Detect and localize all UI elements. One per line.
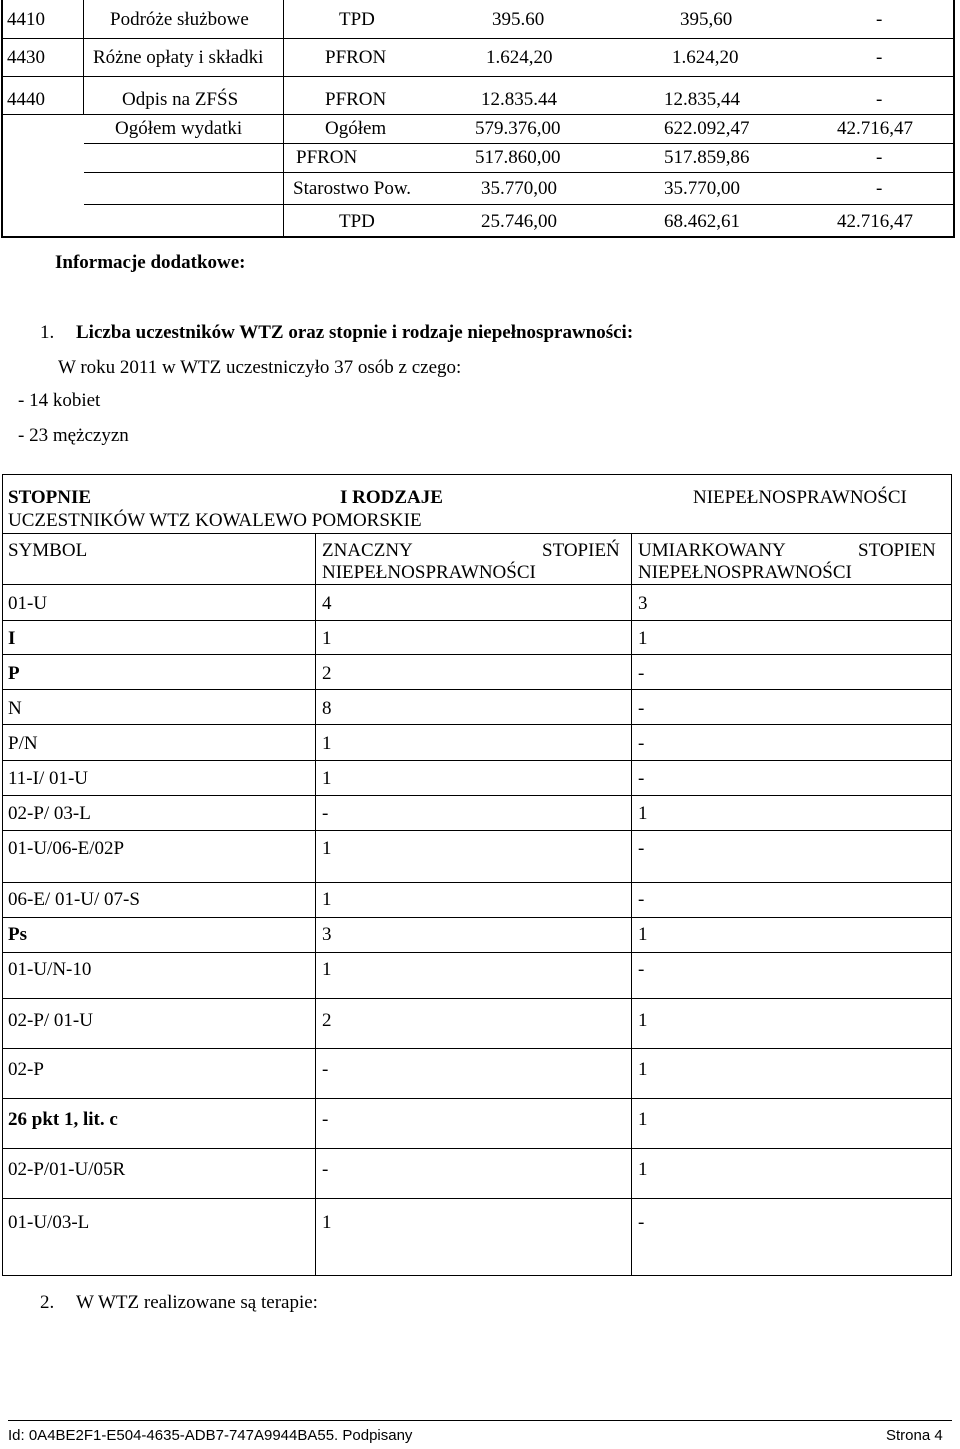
budget-name: Podróże służbowe [110,9,249,30]
budget-exec: 12.835,44 [664,89,740,110]
row-moderate: 1 [638,1059,648,1080]
total-source: PFRON [296,147,358,168]
row-moderate: 1 [638,1010,648,1031]
col-header-significant: NIEPEŁNOSPRAWNOŚCI [322,562,536,583]
col-header-moderate: NIEPEŁNOSPRAWNOŚCI [638,562,852,583]
table-row-line [2,998,952,999]
table-row-line [2,952,952,953]
table-title-word: STOPNIE [8,487,92,508]
total-diff: 42.716,47 [837,118,913,139]
budget-code: 4430 [7,47,45,68]
row-symbol: 26 pkt 1, lit. c [8,1109,118,1130]
col-header-significant: STOPIEŃ [542,540,620,561]
row-moderate: 3 [638,593,648,614]
row-significant: 1 [322,733,332,754]
section2-number: 2. [40,1292,55,1313]
table-row-line [2,917,952,918]
section1-number: 1. [40,322,55,343]
budget-border-left [1,0,3,238]
footer-divider [8,1420,952,1421]
budget-source: PFRON [325,89,387,110]
row-moderate: - [638,838,645,859]
row-moderate: 1 [638,924,648,945]
total-plan: 25.746,00 [481,211,557,232]
row-symbol: 06-E/ 01-U/ 07-S [8,889,140,910]
row-symbol: 11-I/ 01-U [8,768,89,789]
col-header-symbol: SYMBOL [8,540,88,561]
row-moderate: - [638,768,645,789]
section1-women: - 14 kobiet [18,390,101,411]
row-significant: - [322,1109,329,1130]
row-symbol: I [8,628,16,649]
total-exec: 35.770,00 [664,178,740,199]
budget-code: 4440 [7,89,45,110]
total-exec: 68.462,61 [664,211,740,232]
row-moderate: 1 [638,1109,648,1130]
budget-diff: - [876,9,883,30]
row-significant: 1 [322,1212,332,1233]
col-header-significant: ZNACZNY [322,540,413,561]
row-moderate: - [638,959,645,980]
table-title-word: NIEPEŁNOSPRAWNOŚCI [693,487,907,508]
budget-row-line-6 [84,204,954,205]
footer-page-number: Strona 4 [886,1427,943,1444]
budget-name: Różne opłaty i składki [93,47,264,68]
total-exec: 622.092,47 [664,118,750,139]
table-row-line [2,689,952,690]
row-significant: - [322,1059,329,1080]
row-symbol: Ps [8,924,27,945]
budget-plan: 395.60 [492,9,545,30]
budget-col-line-2 [283,0,284,238]
section1-intro: W roku 2011 w WTZ uczestniczyło 37 osób z czego: [58,357,462,378]
row-symbol: 02-P/01-U/05R [8,1159,126,1180]
row-moderate: 1 [638,803,648,824]
table-border-left [2,474,3,1276]
table-row-line [2,1098,952,1099]
budget-row-line-3 [1,114,955,115]
total-diff: - [876,147,883,168]
table-row-line [2,1148,952,1149]
total-plan: 35.770,00 [481,178,557,199]
footer-id: Id: 0A4BE2F1-E504-4635-ADB7-747A9944BA55. Podpisany [8,1427,413,1444]
row-significant: 1 [322,838,332,859]
total-diff: - [876,178,883,199]
row-moderate: - [638,663,645,684]
budget-name: Odpis na ZFŚS [122,89,239,110]
table-row-line [2,830,952,831]
row-significant: 2 [322,663,332,684]
row-significant: 1 [322,768,332,789]
table-title-line2: UCZESTNIKÓW WTZ KOWALEWO POMORSKIE [8,510,422,531]
budget-col-line-1 [83,0,84,115]
row-significant: 1 [322,628,332,649]
col-header-moderate: UMIARKOWANY [638,540,786,561]
budget-diff: - [876,47,883,68]
table-row-line [2,1198,952,1199]
row-significant: 4 [322,593,332,614]
budget-border-bottom [1,236,955,238]
table-row-line [2,795,952,796]
row-symbol: 02-P/ 03-L [8,803,91,824]
budget-exec: 1.624,20 [672,47,739,68]
budget-diff: - [876,89,883,110]
disability-table [0,470,960,1280]
table-border-right [951,474,952,1276]
col-header-moderate: STOPIEN [858,540,936,561]
section1-title: Liczba uczestników WTZ oraz stopnie i rodzaje niepełnosprawności: [76,322,634,343]
row-symbol: 02-P [8,1059,44,1080]
table-row-line [2,620,952,621]
table-row-line [2,654,952,655]
total-exec: 517.859,86 [664,147,750,168]
row-symbol: 01-U/06-E/02P [8,838,125,859]
row-significant: 1 [322,889,332,910]
budget-plan: 12.835.44 [481,89,557,110]
total-plan: 517.860,00 [475,147,561,168]
budget-code: 4410 [7,9,45,30]
total-source: TPD [339,211,375,232]
table-row-line [2,882,952,883]
row-significant: 3 [322,924,332,945]
budget-exec: 395,60 [680,9,733,30]
table-row-line [2,760,952,761]
budget-row-line-1 [1,38,955,39]
total-source: Ogółem [325,118,387,139]
row-significant: 1 [322,959,332,980]
row-symbol: P [8,663,20,684]
row-moderate: 1 [638,628,648,649]
total-source: Starostwo Pow. [293,178,412,199]
table-row-line [2,584,952,585]
budget-source: TPD [339,9,375,30]
row-symbol: 01-U/N-10 [8,959,92,980]
row-moderate: - [638,733,645,754]
row-significant: - [322,803,329,824]
row-moderate: 1 [638,1159,648,1180]
row-significant: 2 [322,1010,332,1031]
budget-row-line-2 [1,76,955,77]
budget-total-label: Ogółem wydatki [115,118,243,139]
row-moderate: - [638,698,645,719]
table-row-line [2,533,952,534]
budget-plan: 1.624,20 [486,47,553,68]
row-significant: 8 [322,698,332,719]
table-border-top [2,474,952,475]
row-significant: - [322,1159,329,1180]
total-diff: 42.716,47 [837,211,913,232]
table-row-line [2,1048,952,1049]
row-symbol: 01-U [8,593,48,614]
table-title-word: I RODZAJE [340,487,443,508]
row-symbol: 01-U/03-L [8,1212,90,1233]
row-symbol: P/N [8,733,38,754]
budget-source: PFRON [325,47,387,68]
table-row-line [2,724,952,725]
row-symbol: 02-P/ 01-U [8,1010,93,1031]
table-col-line-1 [315,533,316,1276]
budget-row-line-5 [84,172,954,173]
budget-row-line-4 [84,143,954,144]
section2-title: W WTZ realizowane są terapie: [76,1292,318,1313]
row-moderate: - [638,1212,645,1233]
total-plan: 579.376,00 [475,118,561,139]
row-symbol: N [8,698,22,719]
budget-border-right [953,0,955,238]
info-heading: Informacje dodatkowe: [55,252,246,273]
table-col-line-2 [631,533,632,1276]
section1-men: - 23 mężczyzn [18,425,129,446]
row-moderate: - [638,889,645,910]
table-border-bottom [2,1275,952,1276]
budget-table [0,0,960,240]
